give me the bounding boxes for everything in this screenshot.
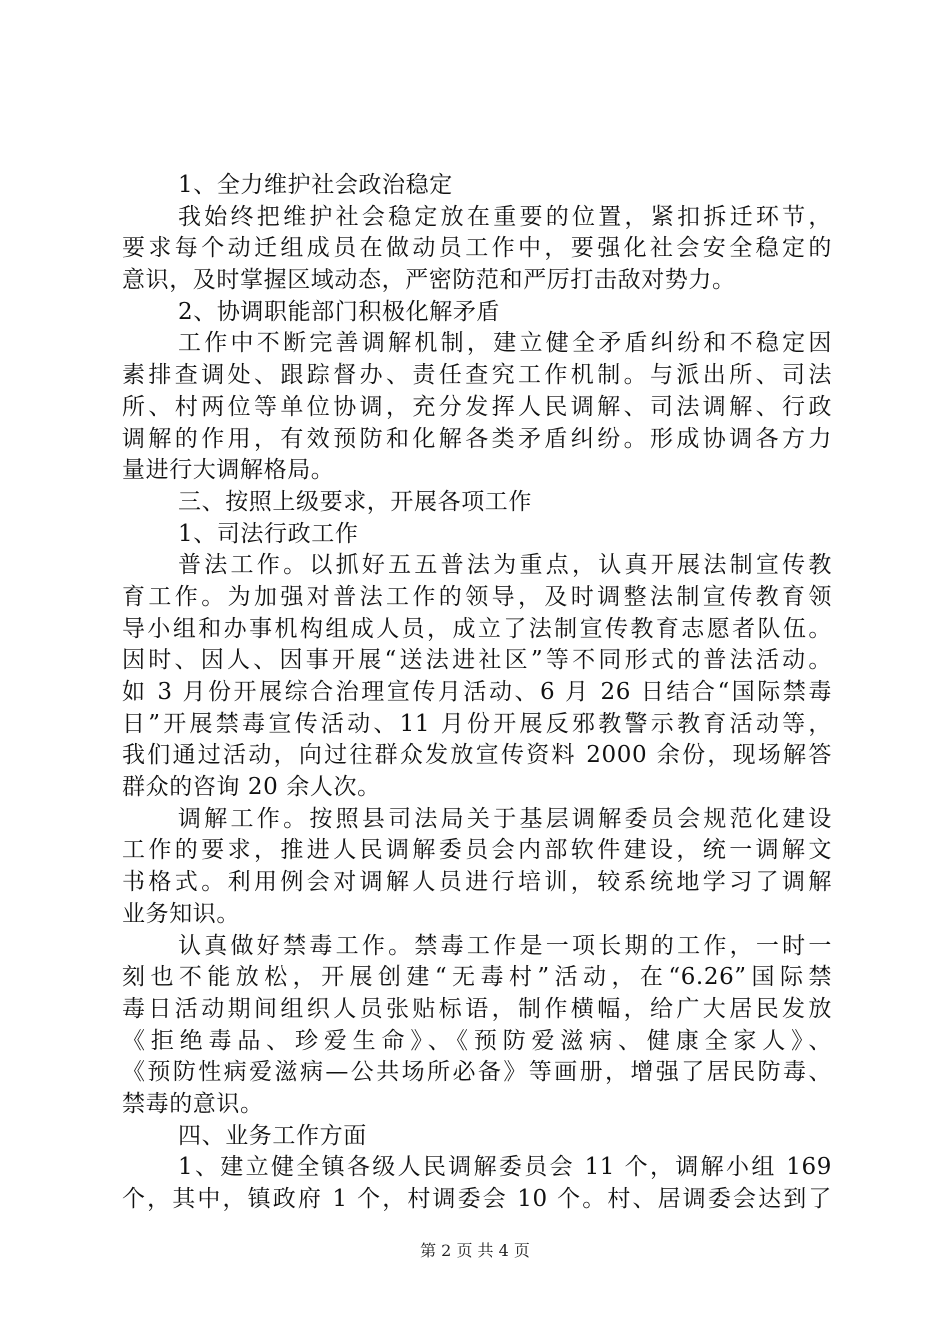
text-line: 素排查调处、跟踪督办、责任查究工作机制。与派出所、司法 [122, 362, 832, 389]
text-line: 如 3 月份开展综合治理宣传月活动、6 月 26 日结合“国际禁毒 [122, 679, 832, 705]
text-line: 工作的要求，推进人民调解委员会内部软件建设，统一调解文 [122, 837, 832, 864]
text-line: 三、按照上级要求，开展各项工作 [178, 488, 532, 515]
text-line: 调解的作用，有效预防和化解各类矛盾纠纷。形成协调各方力 [122, 425, 832, 452]
text-line: 《拒绝毒品、珍爱生命》、《预防爱滋病、健康全家人》、 [122, 1027, 832, 1054]
text-line: 1、全力维护社会政治稳定 [178, 172, 453, 198]
text-line: 毒日活动期间组织人员张贴标语，制作横幅，给广大居民发放 [122, 995, 832, 1022]
text-line: 个，其中，镇政府 1 个，村调委会 10 个。村、居调委会达到了 [122, 1186, 832, 1212]
text-line: 日”开展禁毒宣传活动、11 月份开展反邪教警示教育活动等， [122, 710, 832, 737]
text-line: 刻也不能放松，开展创建“无毒村”活动，在“6.26”国际禁 [122, 964, 832, 991]
text-line: 四、业务工作方面 [178, 1122, 367, 1149]
text-line: 书格式。利用例会对调解人员进行培训，较系统地学习了调解 [122, 869, 832, 896]
text-line: 1、司法行政工作 [178, 520, 359, 547]
text-line: 2、协调职能部门积极化解矛盾 [178, 298, 501, 325]
page-footer: 第 2 页 共 4 页 [420, 1241, 530, 1260]
text-line: 因时、因人、因事开展“送法进社区”等不同形式的普法活动。 [122, 647, 832, 674]
text-line: 禁毒的意识。 [122, 1090, 264, 1117]
text-line: 我们通过活动，向过往群众发放宣传资料 2000 余份，现场解答 [122, 742, 832, 769]
text-line: 工作中不断完善调解机制，建立健全矛盾纠纷和不稳定因 [178, 330, 832, 357]
text-line: 所、村两位等单位协调，充分发挥人民调解、司法调解、行政 [122, 393, 832, 420]
text-line: 我始终把维护社会稳定放在重要的位置，紧扣拆迁环节， [178, 203, 832, 230]
text-line: 1、建立健全镇各级人民调解委员会 11 个，调解小组 169 [178, 1154, 832, 1181]
text-line: 普法工作。以抓好五五普法为重点，认真开展法制宣传教 [178, 552, 832, 579]
text-line: 要求每个动迁组成员在做动员工作中，要强化社会安全稳定的 [122, 235, 832, 262]
text-line: 《预防性病爱滋病—公共场所必备》等画册，增强了居民防毒、 [122, 1059, 832, 1086]
text-line: 认真做好禁毒工作。禁毒工作是一项长期的工作，一时一 [178, 932, 832, 959]
text-line: 意识，及时掌握区域动态，严密防范和严厉打击敌对势力。 [122, 267, 736, 294]
text-line: 业务知识。 [122, 900, 240, 927]
text-line: 量进行大调解格局。 [122, 457, 335, 484]
text-line: 群众的咨询 20 余人次。 [122, 774, 381, 801]
text-line: 导小组和办事机构组成人员，成立了法制宣传教育志愿者队伍。 [122, 615, 832, 642]
document-body [122, 170, 832, 1216]
text-line: 育工作。为加强对普法工作的领导，及时调整法制宣传教育领 [122, 583, 832, 610]
text-line: 调解工作。按照县司法局关于基层调解委员会规范化建设 [178, 805, 832, 832]
